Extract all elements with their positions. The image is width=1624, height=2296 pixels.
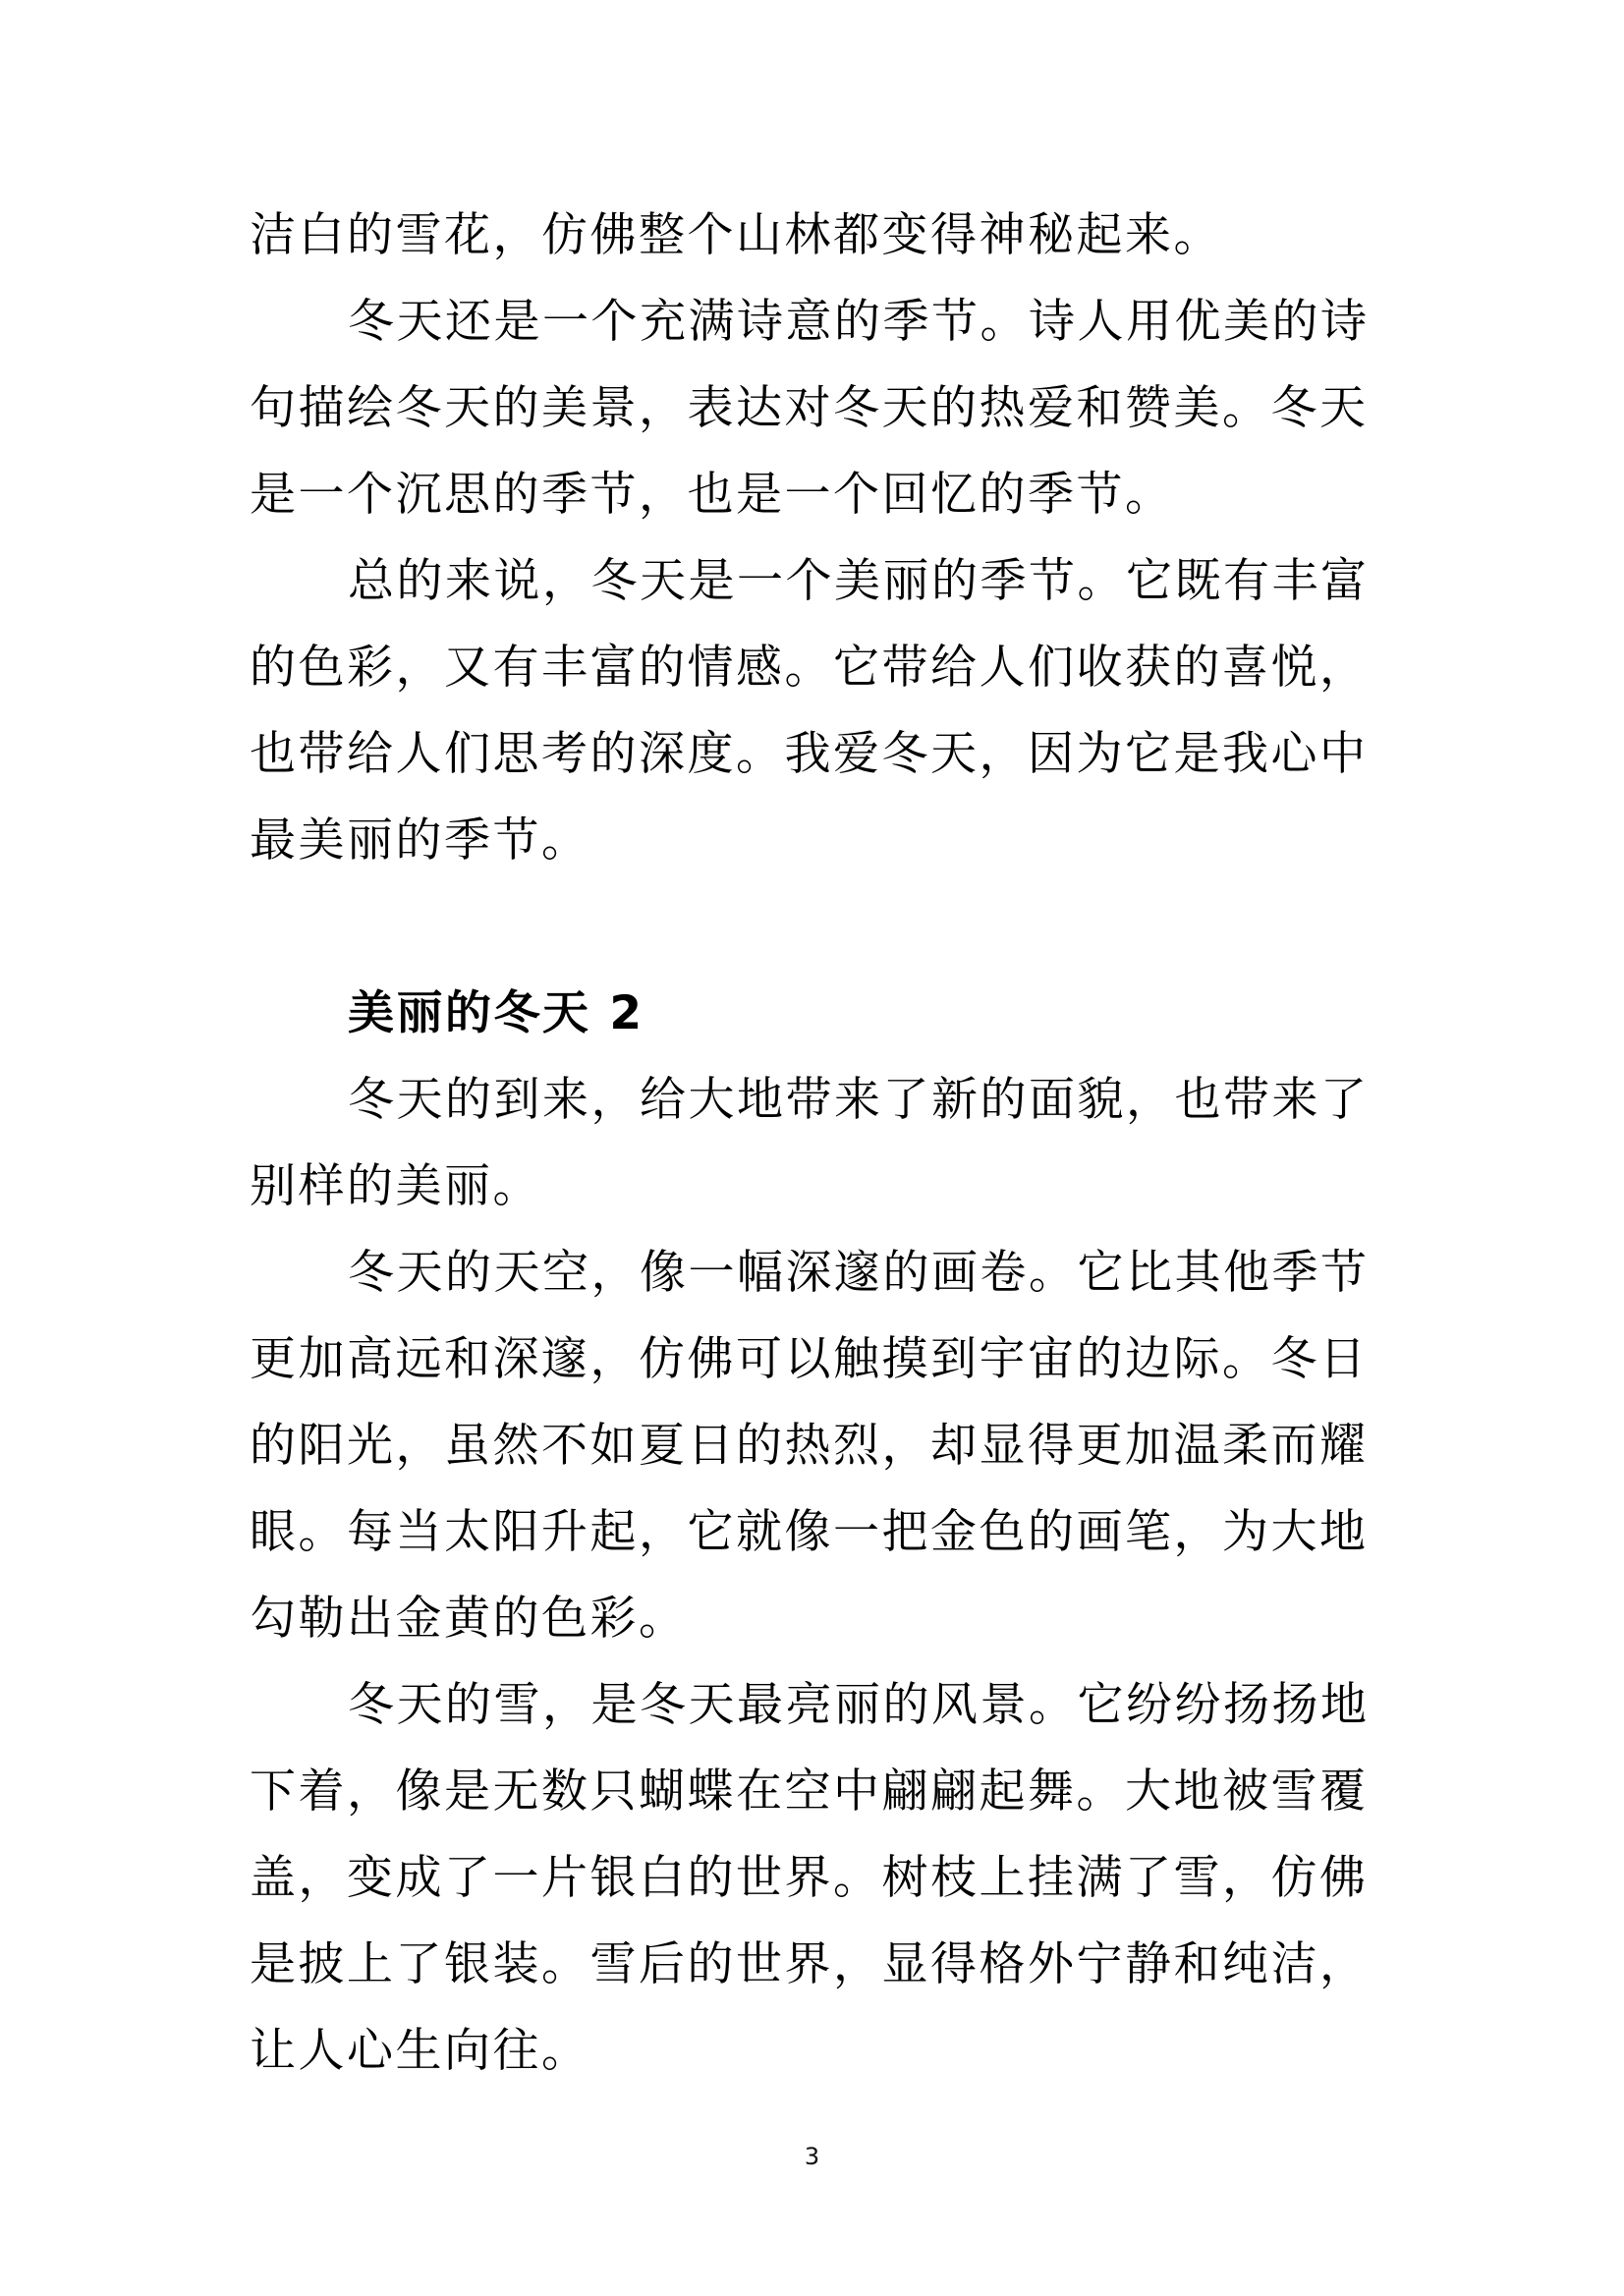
paragraph-line: 也带给人们思考的深度。我爱冬天，因为它是我心中	[250, 727, 1369, 781]
paragraph-line: 更加高远和深邃，仿佛可以触摸到宇宙的边际。冬日	[250, 1332, 1369, 1386]
paragraph-line: 总的来说，冬天是一个美丽的季节。它既有丰富	[348, 554, 1370, 608]
page-number: 3	[804, 2143, 820, 2170]
paragraph-line: 是一个沉思的季节，也是一个回忆的季节。	[250, 468, 1174, 522]
paragraph-line: 眼。每当太阳升起，它就像一把金色的画笔，为大地	[250, 1505, 1369, 1559]
paragraph-line: 冬天还是一个充满诗意的季节。诗人用优美的诗	[348, 295, 1370, 349]
paragraph-line: 下着，像是无数只蝴蝶在空中翩翩起舞。大地被雪覆	[250, 1764, 1369, 1819]
paragraph-line: 是披上了银装。雪后的世界，显得格外宁静和纯洁，	[250, 1937, 1369, 1991]
paragraph-line: 的阳光，虽然不如夏日的热烈，却显得更加温柔而耀	[250, 1419, 1369, 1473]
paragraph-line: 洁白的雪花，仿佛整个山林都变得神秘起来。	[250, 208, 1222, 262]
paragraph-line: 句描绘冬天的美景，表达对冬天的热爱和赞美。冬天	[250, 381, 1369, 435]
paragraph-line: 让人心生向往。	[250, 2024, 590, 2078]
paragraph-line: 盖，变成了一片银白的世界。树枝上挂满了雪，仿佛	[250, 1851, 1369, 1905]
paragraph-line: 的色彩，又有丰富的情感。它带给人们收获的喜悦，	[250, 641, 1369, 695]
paragraph-line: 勾勒出金黄的色彩。	[250, 1592, 688, 1646]
paragraph-line: 别样的美丽。	[250, 1159, 541, 1213]
paragraph-line: 最美丽的季节。	[250, 813, 590, 868]
paragraph-line: 冬天的到来，给大地带来了新的面貌，也带来了	[348, 1073, 1370, 1127]
paragraph-line: 冬天的雪，是冬天最亮丽的风景。它纷纷扬扬地	[348, 1678, 1370, 1732]
paragraph-line: 冬天的天空，像一幅深邃的画卷。它比其他季节	[348, 1246, 1370, 1300]
section-heading: 美丽的冬天 2	[348, 986, 644, 1040]
document-page	[250, 193, 1379, 2095]
blank-line	[250, 884, 1379, 971]
